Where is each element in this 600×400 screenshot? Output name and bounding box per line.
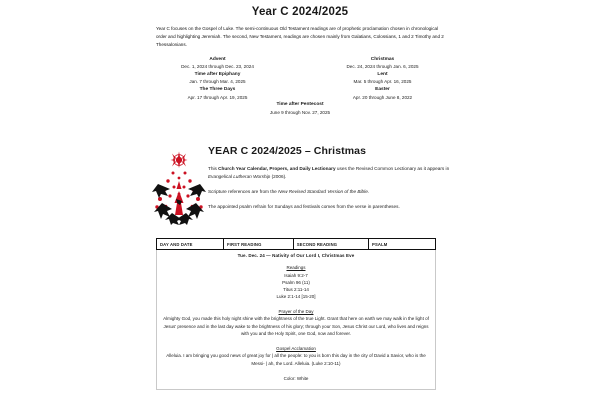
season-entry bbox=[135, 71, 300, 86]
p1-post: (2006). bbox=[270, 173, 287, 179]
acclamation-text: Alleluia. I am bringing you good news of great joy for | all the people: to you is born this day in the city of David a Savior, who is the Messi- | ah, the Lord. Alleluia. (Luke 2:10-11) bbox=[166, 353, 426, 366]
seasons-list bbox=[135, 56, 465, 117]
season-entry bbox=[135, 101, 465, 116]
p1-mid: uses the Revised Common Lectionary as it appears in bbox=[335, 165, 450, 171]
season-entry bbox=[300, 71, 465, 86]
column-header-psalm: PSALM bbox=[369, 239, 436, 250]
season-range: Dec. 1, 2024 through Dec. 23, 2024 bbox=[181, 64, 254, 70]
christmas-header-section bbox=[0, 145, 600, 223]
day-and-date-line: Tue. Dec. 24 — Nativity of Our Lord I, Christmas Eve bbox=[237, 253, 355, 258]
seasons-left-column bbox=[135, 56, 300, 102]
liturgical-color-line: Color: White bbox=[283, 376, 309, 382]
seasons-right-column bbox=[300, 56, 465, 102]
table-row bbox=[157, 250, 436, 390]
season-range: June 9 through Nov. 27, 2025 bbox=[269, 109, 331, 115]
christmas-tree-emblem bbox=[148, 151, 210, 225]
column-header-day-and-date: DAY AND DATE bbox=[157, 239, 224, 250]
reading-item: Psalm 96 (11) bbox=[282, 279, 310, 285]
readings-block bbox=[163, 265, 429, 301]
season-range: Mar. 5 through Apr. 16, 2025 bbox=[353, 79, 412, 85]
prayer-of-the-day-block bbox=[163, 309, 429, 338]
christmas-paragraph-2 bbox=[208, 188, 472, 196]
reading-item: Luke 2:1-14 [15-20] bbox=[276, 294, 316, 300]
season-entry bbox=[135, 56, 300, 71]
reading-item: Isaiah 9:2-7 bbox=[284, 272, 308, 278]
p2-post: . bbox=[367, 189, 370, 195]
season-range: Dec. 24, 2024 through Jan. 6, 2025 bbox=[346, 64, 419, 70]
gospel-acclamation-block bbox=[163, 346, 429, 368]
season-range: Apr. 17 through Apr. 19, 2025 bbox=[187, 94, 248, 100]
season-name: The Three Days bbox=[199, 87, 236, 93]
season-entry bbox=[300, 86, 465, 101]
table-head bbox=[157, 239, 436, 250]
season-range: Apr. 20 through June 8, 2022 bbox=[352, 94, 413, 100]
column-header-first-reading: FIRST READING bbox=[223, 239, 293, 250]
season-name: Advent bbox=[209, 56, 226, 62]
season-entry bbox=[135, 86, 300, 101]
acclamation-heading: Gospel Acclamation bbox=[276, 345, 316, 351]
table-body bbox=[157, 250, 436, 390]
season-name: Time after Epiphany bbox=[194, 71, 241, 77]
prayer-heading: Prayer of the Day bbox=[278, 308, 314, 314]
p1-pre: This bbox=[208, 165, 219, 171]
season-range: Jan. 7 through Mar. 4, 2025 bbox=[189, 79, 246, 85]
lectionary-table-wrapper bbox=[156, 238, 436, 390]
p2-italic: New Revised Standard Version of the Bible bbox=[278, 189, 368, 195]
intro-paragraph: Year C focuses on the Gospel of Luke. The semi-continuous Old Testament readings are of prophetic proclamation chosen in chronological order and highlighting Jeremiah. The second, New Testament, readings are chosen mainly from Galatians, Colossians, 1 and 2 Timothy and 2 Thessalonians. bbox=[156, 26, 444, 47]
p1-italic: Evangelical Lutheran Worship bbox=[208, 173, 271, 179]
column-header-second-reading: SECOND READING bbox=[293, 239, 368, 250]
season-name: Time after Pentecost bbox=[276, 102, 324, 108]
p2-pre: Scripture references are from the bbox=[208, 189, 279, 195]
table-cell-day-entry bbox=[157, 250, 436, 390]
christmas-title: YEAR C 2024/2025 – Christmas bbox=[208, 144, 367, 157]
p1-bold: Church Year Calendar, Propers, and Daily Lectionary bbox=[218, 165, 336, 171]
season-name: Easter bbox=[375, 87, 390, 93]
page-title: Year C 2024/2025 bbox=[251, 6, 349, 18]
season-name: Lent bbox=[377, 71, 388, 77]
reading-item: Titus 2:11-14 bbox=[283, 287, 309, 293]
christmas-paragraph-1 bbox=[208, 165, 472, 181]
christmas-paragraph-3: The appointed psalm refrain for Sundays and festivals comes from the verse in parentheses. bbox=[208, 204, 400, 210]
table-header-row bbox=[157, 239, 436, 250]
christmas-body bbox=[208, 165, 472, 212]
overview-section bbox=[0, 0, 600, 117]
readings-heading: Readings bbox=[286, 265, 306, 270]
season-name: Christmas bbox=[370, 56, 395, 62]
prayer-text: Almighty God, you made this holy night shine with the brightness of the true Light. Grant that here on earth we may walk in the light of Jesus' presence and in the last day wake to the brightness of his glory; through your Son, Jesus Christ our Lord, who lives and reigns with you and the Holy Spirit, one God, now and forever. bbox=[163, 316, 429, 337]
season-entry bbox=[300, 56, 465, 71]
lectionary-table bbox=[156, 238, 436, 390]
